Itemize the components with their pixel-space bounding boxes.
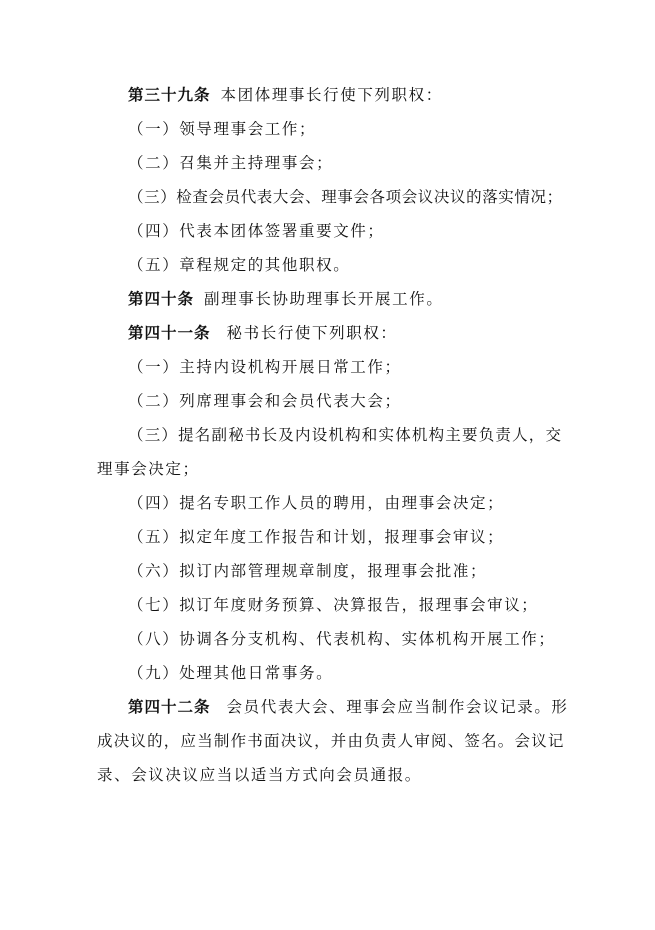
article-39-line: [97, 78, 567, 112]
article-41-item-6: （六）拟订内部管理规章制度，报理事会批准；: [128, 562, 488, 580]
article-39-item-1: （一）领导理事会工作；: [128, 120, 317, 138]
article-39-item-4: （四）代表本团体签署重要文件；: [128, 222, 385, 240]
article-39-item-5: （五）章程规定的其他职权。: [128, 256, 351, 274]
article-40-heading: 第四十条: [128, 290, 195, 308]
article-41-item-2: （二）列席理事会和会员代表大会；: [128, 392, 402, 410]
article-41-item-3: （三）提名副秘书长及内设机构和实体机构主要负责人，交: [128, 426, 563, 444]
article-41-item-1: （一）主持内设机构开展日常工作；: [128, 358, 402, 376]
article-39-text: 本团体理事长行使下列职权：: [220, 86, 443, 104]
document-body: [97, 78, 567, 792]
article-41-item-3-cont: 理事会决定；: [97, 460, 200, 478]
article-40-line: [97, 282, 567, 316]
article-41-line: [97, 316, 567, 350]
article-41-heading: 第四十一条: [128, 324, 211, 342]
article-41-item-4: （四）提名专职工作人员的聘用，由理事会决定；: [128, 494, 505, 512]
article-41-item-9: （九）处理其他日常事务。: [128, 664, 334, 682]
article-42-line-3: 录、会议决议应当以适当方式向会员通报。: [97, 766, 422, 784]
article-42-heading: 第四十二条: [128, 698, 211, 716]
article-39-item-3: （三）检查会员代表大会、理事会各项会议决议的落实情况；: [128, 188, 563, 206]
article-42-line-1: [97, 690, 567, 724]
article-39-item-2: （二）召集并主持理事会；: [128, 154, 334, 172]
article-40-text: 副理事长协助理事长开展工作。: [204, 290, 444, 308]
article-41-item-5: （五）拟定年度工作报告和计划，报理事会审议；: [128, 528, 505, 546]
article-41-text: 秘书长行使下列职权：: [226, 324, 398, 342]
article-42-line-2: 成决议的，应当制作书面决议，并由负责人审阅、签名。会议记: [97, 732, 565, 750]
article-42-text-1: 会员代表大会、理事会应当制作会议记录。形: [226, 698, 569, 716]
article-39-heading: 第三十九条: [128, 86, 211, 104]
article-41-item-7: （七）拟订年度财务预算、决算报告，报理事会审议；: [128, 596, 539, 614]
article-41-item-8: （八）协调各分支机构、代表机构、实体机构开展工作；: [128, 630, 556, 648]
